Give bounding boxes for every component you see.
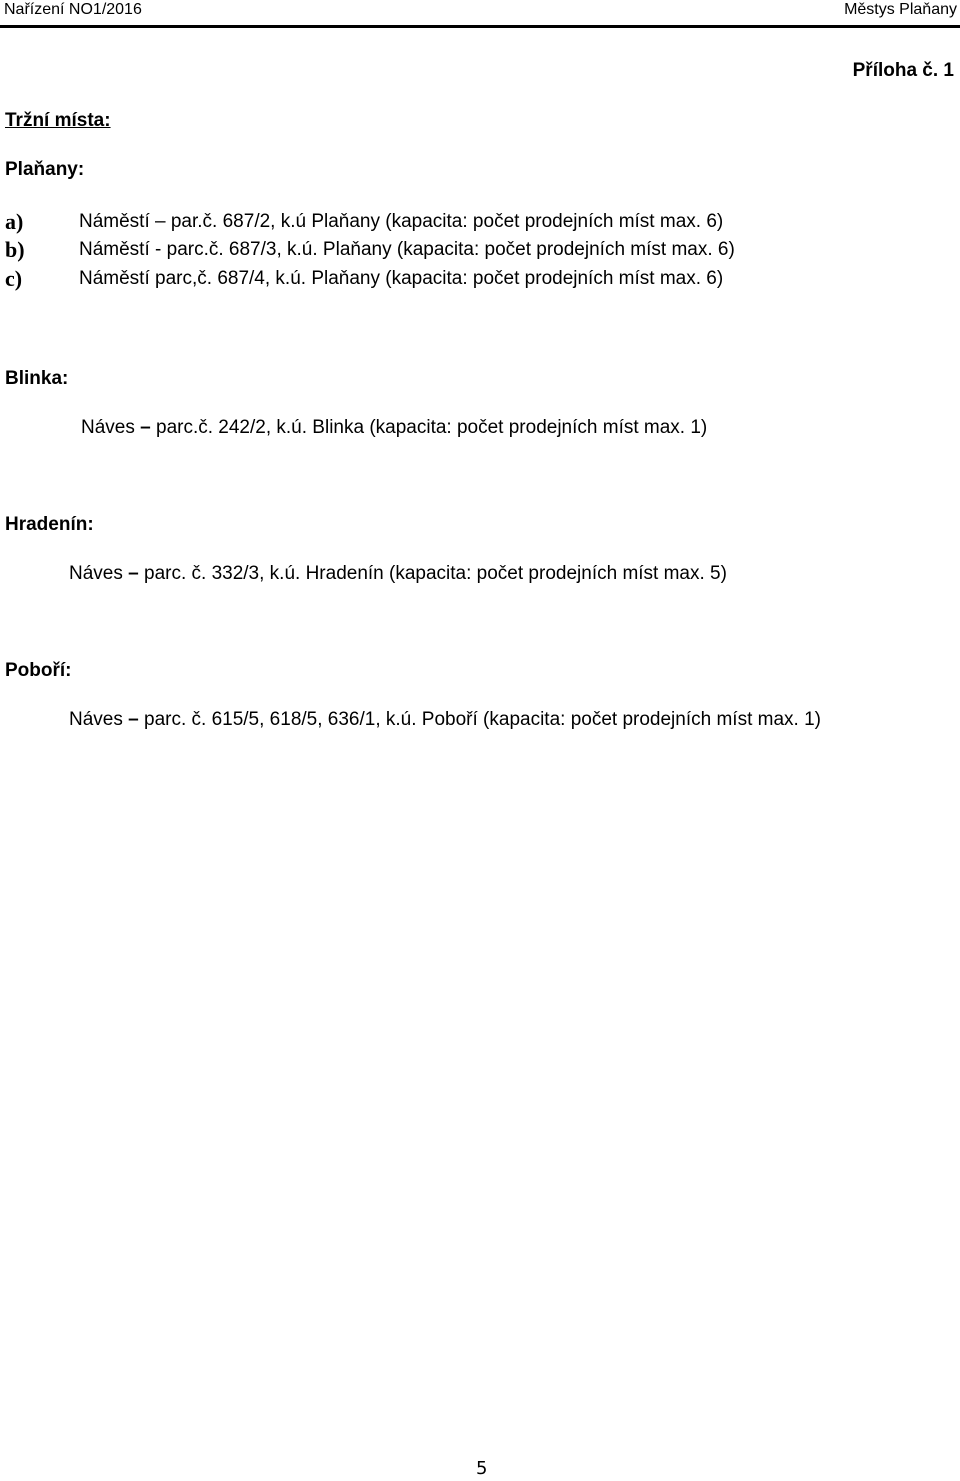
hradenin-entry bbox=[69, 563, 727, 585]
dash: – bbox=[128, 709, 139, 730]
annex-label: Příloha č. 1 bbox=[852, 60, 954, 81]
parcel-text: parc. č. 332/3, k.ú. Hradenín (kapacita: počet prodejních míst max. 5) bbox=[144, 563, 727, 584]
place-name: Náves bbox=[69, 709, 123, 730]
list-item-text: Náměstí - parc.č. 687/3, k.ú. Plaňany (kapacita: počet prodejních míst max. 6) bbox=[79, 239, 735, 260]
section-heading-hradenin: Hradenín: bbox=[5, 514, 94, 535]
place-name: Náves bbox=[81, 417, 135, 438]
dash: – bbox=[128, 563, 139, 584]
section-heading-planany: Plaňany: bbox=[5, 159, 85, 180]
list-item-letter: b) bbox=[5, 237, 25, 262]
parcel-text: parc.č. 242/2, k.ú. Blinka (kapacita: počet prodejních míst max. 1) bbox=[156, 417, 708, 438]
header-regulation-number: Nařízení NO1/2016 bbox=[4, 1, 142, 18]
section-heading-blinka: Blinka: bbox=[5, 368, 69, 389]
parcel-text: parc. č. 615/5, 618/5, 636/1, k.ú. Poboří (kapacita: počet prodejních míst max. 1) bbox=[144, 709, 821, 730]
header-divider bbox=[0, 25, 960, 28]
list-item-letter: c) bbox=[5, 266, 23, 291]
document-title: Tržní místa: bbox=[5, 110, 111, 131]
place-name: Náves bbox=[69, 563, 123, 584]
list-item-letter: a) bbox=[5, 209, 24, 234]
section-heading-pobori: Poboří: bbox=[5, 660, 72, 681]
header-municipality: Městys Plaňany bbox=[844, 1, 957, 18]
blinka-entry bbox=[81, 417, 707, 439]
list-item-text: Náměstí parc,č. 687/4, k.ú. Plaňany (kapacita: počet prodejních míst max. 6) bbox=[79, 268, 724, 289]
dash: – bbox=[140, 417, 151, 438]
page-number: 5 bbox=[476, 1458, 488, 1479]
pobori-entry bbox=[69, 709, 821, 731]
list-item-text: Náměstí – par.č. 687/2, k.ú Plaňany (kapacita: počet prodejních míst max. 6) bbox=[79, 211, 724, 232]
